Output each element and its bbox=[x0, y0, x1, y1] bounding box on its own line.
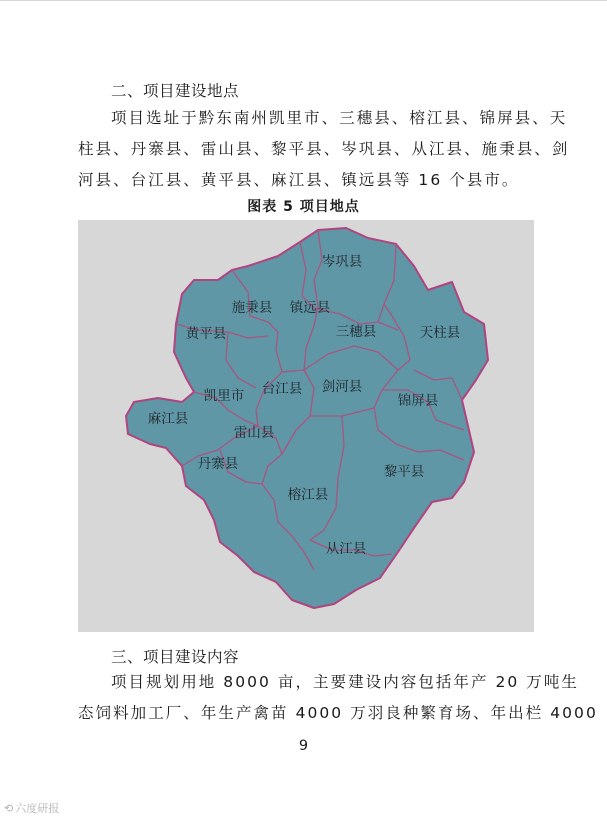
paragraph-line: 柱县、丹寨县、雷山县、黎平县、岑巩县、从江县、施秉县、剑 bbox=[78, 140, 570, 158]
top-border-line bbox=[0, 0, 607, 1]
section-3-heading: 三、项目建设内容 bbox=[111, 648, 240, 666]
county-label-majiang: 麻江县 bbox=[147, 411, 189, 427]
paragraph-line: 项目规划用地 8000 亩，主要建设内容包括年产 20 万吨生 bbox=[111, 673, 579, 691]
watermark-logo-icon: ⟲ bbox=[4, 802, 14, 815]
county-map-svg bbox=[78, 220, 534, 632]
county-label-jinping: 锦屏县 bbox=[397, 393, 439, 409]
county-label-zhenyuan: 镇远县 bbox=[289, 300, 331, 316]
county-label-leishan: 雷山县 bbox=[233, 425, 275, 441]
paragraph-line: 河县、台江县、黄平县、麻江县、镇远县等 16 个县市。 bbox=[78, 171, 520, 189]
county-label-congjiang: 从江县 bbox=[325, 541, 367, 557]
county-label-cengong: 岑巩县 bbox=[321, 254, 363, 270]
section-3-paragraph bbox=[78, 667, 598, 729]
watermark-text: 六度研报 bbox=[15, 802, 60, 815]
figure-caption: 图表 5 项目地点 bbox=[247, 199, 360, 215]
county-label-huangping: 黄平县 bbox=[185, 326, 227, 342]
county-label-taijiang: 台江县 bbox=[261, 381, 303, 397]
county-label-jianhe: 剑河县 bbox=[321, 379, 363, 395]
section-2-heading: 二、项目建设地点 bbox=[111, 82, 240, 100]
county-label-tianzhu: 天柱县 bbox=[419, 325, 461, 341]
county-label-danzhai: 丹寨县 bbox=[197, 456, 239, 472]
paragraph-line: 态饲料加工厂、年生产禽苗 4000 万羽良种繁育场、年出栏 4000 bbox=[78, 704, 598, 722]
county-label-sansui: 三穗县 bbox=[335, 324, 377, 340]
county-label-liping: 黎平县 bbox=[383, 464, 425, 480]
county-label-shibing: 施秉县 bbox=[231, 300, 273, 316]
county-label-kaili: 凯里市 bbox=[203, 388, 245, 404]
page-number: 9 bbox=[298, 738, 309, 754]
county-map bbox=[78, 220, 534, 632]
paragraph-line: 项目选址于黔东南州凯里市、三穗县、榕江县、锦屏县、天 bbox=[111, 109, 568, 127]
section-2-paragraph bbox=[78, 103, 570, 196]
watermark bbox=[4, 800, 59, 816]
county-label-rongjiang: 榕江县 bbox=[287, 487, 329, 503]
